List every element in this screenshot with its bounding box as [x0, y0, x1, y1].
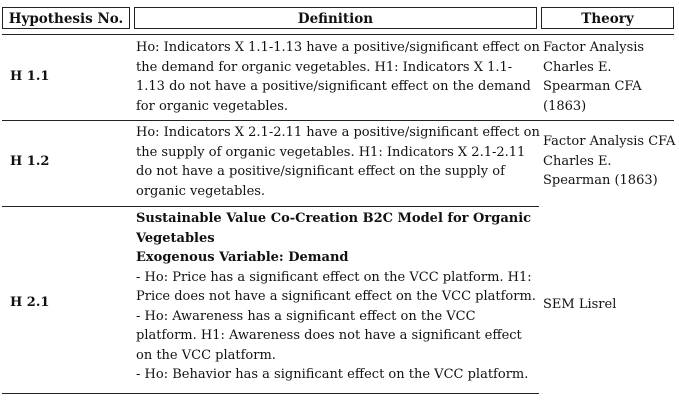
table-row [0, 38, 679, 118]
table-row [0, 123, 679, 203]
row-divider [2, 120, 674, 121]
row-divider [2, 34, 674, 35]
variable-subtitle: Exogenous Variable: Demand [136, 250, 349, 265]
hypothesis-theory: Factor Analysis CFA Charles E. Spearman (1863) [543, 134, 676, 188]
hypothesis-theory: SEM Lisrel [543, 297, 617, 312]
table-bottom-rule [2, 393, 539, 394]
hypothesis-id: H 1.1 [10, 69, 50, 84]
hypothesis-theory: Factor Analysis Charles E. Spearman CFA (1863) [543, 40, 645, 114]
hypothesis-definition [136, 209, 540, 385]
header-theory: Theory [541, 7, 674, 29]
header-definition: Definition [134, 7, 537, 29]
model-title: Sustainable Value Co-Creation B2C Model for Organic Vegetables [136, 211, 532, 246]
hypothesis-id: H 2.1 [10, 295, 50, 310]
row-divider [2, 206, 539, 207]
definition-item: - Ho: Price has a significant effect on the VCC platform. H1: Price does not have a significant effect on the VCC platform. [136, 269, 536, 304]
hypothesis-id: H 1.2 [10, 154, 50, 169]
definition-item: - Ho: Awareness has a significant effect on the VCC platform. H1: Awareness does not have a significant effect on the VCC platform. [136, 308, 522, 363]
definition-item: - Ho: Behavior has a significant effect on the VCC platform. [136, 367, 529, 382]
hypothesis-table [0, 6, 679, 382]
table-row [0, 209, 679, 389]
table-header [0, 6, 679, 32]
hypothesis-definition: Ho: Indicators X 2.1-2.11 have a positive/significant effect on the supply of organic vegetables. H1: Indicators X 2.1-2.11 do not have a positive/significant effect on the supply of organic vegetables. [136, 125, 540, 199]
hypothesis-definition: Ho: Indicators X 1.1-1.13 have a positive/significant effect on the demand for organic vegetables. H1: Indicators X 1.1-1.13 do not have a positive/significant effect on the demand for organic vegetables. [136, 40, 540, 114]
header-hypothesis-no: Hypothesis No. [2, 7, 130, 29]
